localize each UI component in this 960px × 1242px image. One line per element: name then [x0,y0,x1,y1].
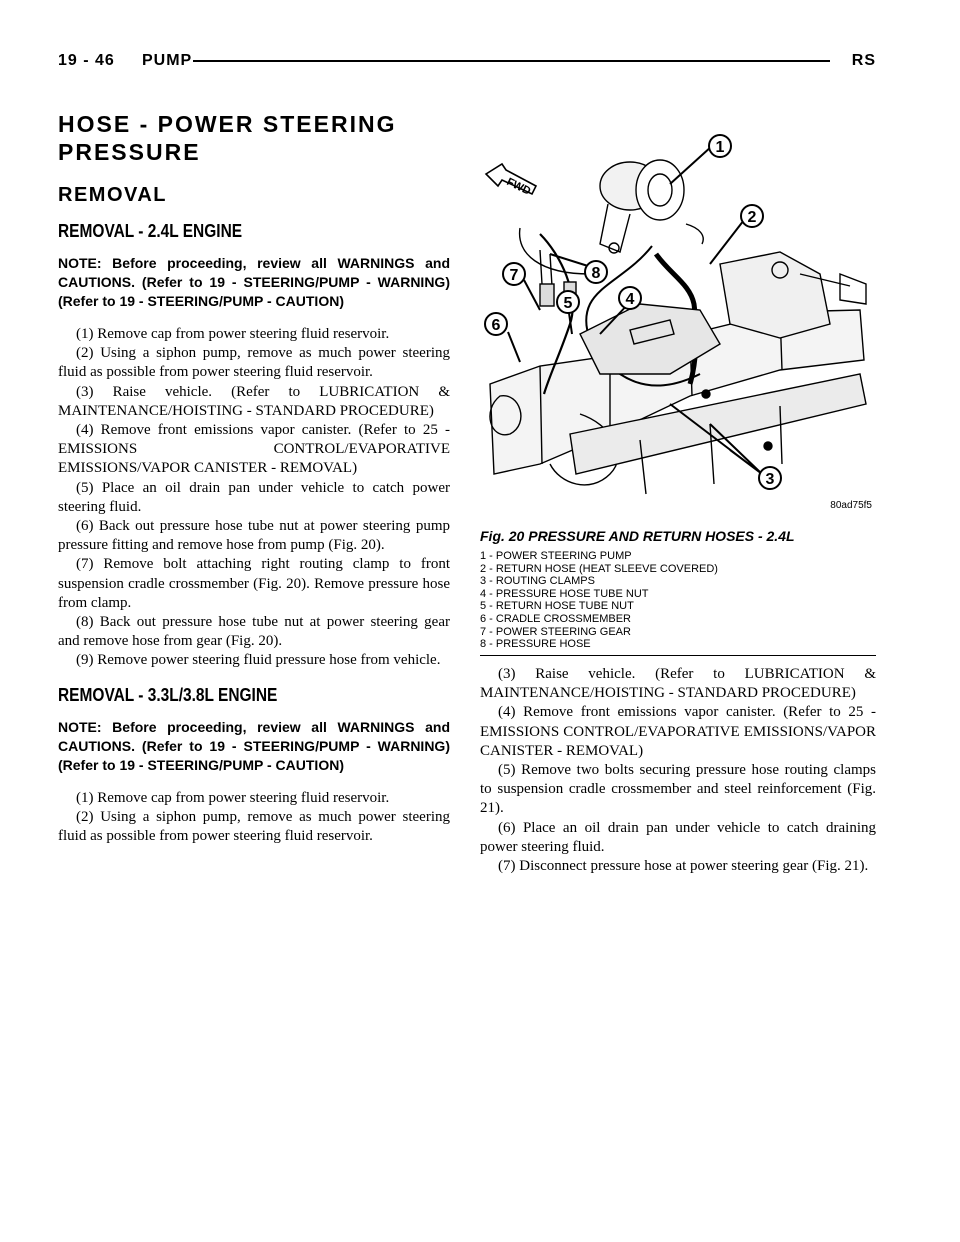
page-title: HOSE - POWER STEERING PRESSURE [58,111,397,165]
removal-heading: REMOVAL [58,184,168,206]
step-2-4l: (7) Remove bolt attaching right routing clamp to front suspension cradle crossmember (Fig. 20). Remove pressure hose from clamp. [58,556,450,611]
subheading-3-3l: REMOVAL - 3.3L/3.8L ENGINE [58,684,278,705]
figure-caption [480,528,876,656]
callout-8 [585,261,607,283]
legend-item: 1 - POWER STEERING PUMP [480,550,632,562]
step-2-4l: (4) Remove front emissions vapor canister. (Refer to 25 - EMISSIONS CONTROL/EVAPORATIVE EMISSIONS/VAPOR CANISTER - REMOVAL) [58,422,450,477]
note-2-4l: NOTE: Before proceeding, review all WARNINGS and CAUTIONS. (Refer to 19 - STEERING/PUMP - WARNING)(Refer to 19 - STEERING/PUMP - CAUTION) [58,255,450,309]
legend-item: 2 - RETURN HOSE (HEAT SLEEVE COVERED) [480,562,718,575]
step-3-3l: (6) Place an oil drain pan under vehicle to catch draining power steering fluid. [480,819,876,855]
subheading-2-4l: REMOVAL - 2.4L ENGINE [58,221,243,241]
callout-label: 8 [591,265,601,282]
page-number: 19 - 46 [58,52,115,69]
callout-5 [557,291,579,313]
callout-2 [741,205,763,227]
callout-1 [709,135,731,157]
figure-illustration [480,134,876,514]
header-rule [193,60,830,62]
callout-7 [503,263,525,285]
step-3-3l: (2) Using a siphon pump, remove as much power steering fluid as possible from power steering fluid reservoir. [58,808,450,845]
page-header [58,52,876,70]
step-2-4l: (6) Back out pressure hose tube nut at power steering pump pressure fitting and remove hose from pump (Fig. 20). [58,518,450,554]
legend-item: 6 - CRADLE CROSSMEMBER [480,612,631,625]
forward-arrow-icon [486,164,536,198]
legend-item: 5 - RETURN HOSE TUBE NUT [480,600,634,613]
callout-6 [485,313,507,335]
callout-label: 6 [491,317,501,334]
legend-item: 4 - PRESSURE HOSE TUBE NUT [480,587,649,600]
left-column [58,110,450,846]
step-3-3l: (4) Remove front emissions vapor canister. (Refer to 25 - EMISSIONS CONTROL/EVAPORATIVE EMISSIONS/VAPOR CANISTER - REMOVAL) [480,704,876,759]
step-2-4l: (5) Place an oil drain pan under vehicle to catch power steering fluid. [58,479,450,515]
step-3-3l: (5) Remove two bolts securing pressure hose routing clamps to suspension cradle crossmember and steel reinforcement (Fig. 21). [480,762,876,817]
legend-item: 7 - POWER STEERING GEAR [480,625,631,638]
fwd-label: FWD [504,175,533,198]
figure-title: Fig. 20 PRESSURE AND RETURN HOSES - 2.4L [480,528,795,544]
callout-label: 3 [765,471,775,488]
right-column [480,665,876,876]
callout-label: 5 [563,295,573,312]
callout-label: 2 [747,209,757,226]
step-2-4l: (1) Remove cap from power steering fluid reservoir. [76,326,390,342]
caption-rule [480,655,876,656]
callout-label: 1 [715,139,725,156]
step-2-4l: (8) Back out pressure hose tube nut at power steering gear and remove hose from gear (Fig. 20). [58,614,450,650]
manual-code: RS [851,52,876,69]
step-2-4l: (9) Remove power steering fluid pressure hose from vehicle. [76,652,441,669]
step-3-3l: (1) Remove cap from power steering fluid reservoir. [76,789,390,806]
legend-item: 3 - ROUTING CLAMPS [480,575,595,588]
note-3-3l: NOTE: Before proceeding, review all WARNINGS and CAUTIONS. (Refer to 19 - STEERING/PUMP - WARNING)(Refer to 19 - STEERING/PUMP - CAUTION) [58,718,450,773]
step-3-3l: (3) Raise vehicle. (Refer to LUBRICATION & MAINTENANCE/HOISTING - STANDARD PROCEDURE) [480,666,876,702]
figure-code: 80ad75f5 [830,500,872,511]
figure-legend [480,550,876,651]
callout-3 [759,467,781,489]
step-3-3l: (7) Disconnect pressure hose at power steering gear (Fig. 21). [498,858,869,875]
section-name: PUMP [142,52,193,69]
callout-label: 4 [625,291,635,308]
step-2-4l: (2) Using a siphon pump, remove as much power steering fluid as possible from power steering fluid reservoir. [58,345,450,381]
callout-4 [619,287,641,309]
step-2-4l: (3) Raise vehicle. (Refer to LUBRICATION & MAINTENANCE/HOISTING - STANDARD PROCEDURE) [58,383,450,419]
pressure-hoses-diagram [480,134,876,514]
legend-item: 8 - PRESSURE HOSE [480,638,591,651]
callout-label: 7 [509,267,519,284]
